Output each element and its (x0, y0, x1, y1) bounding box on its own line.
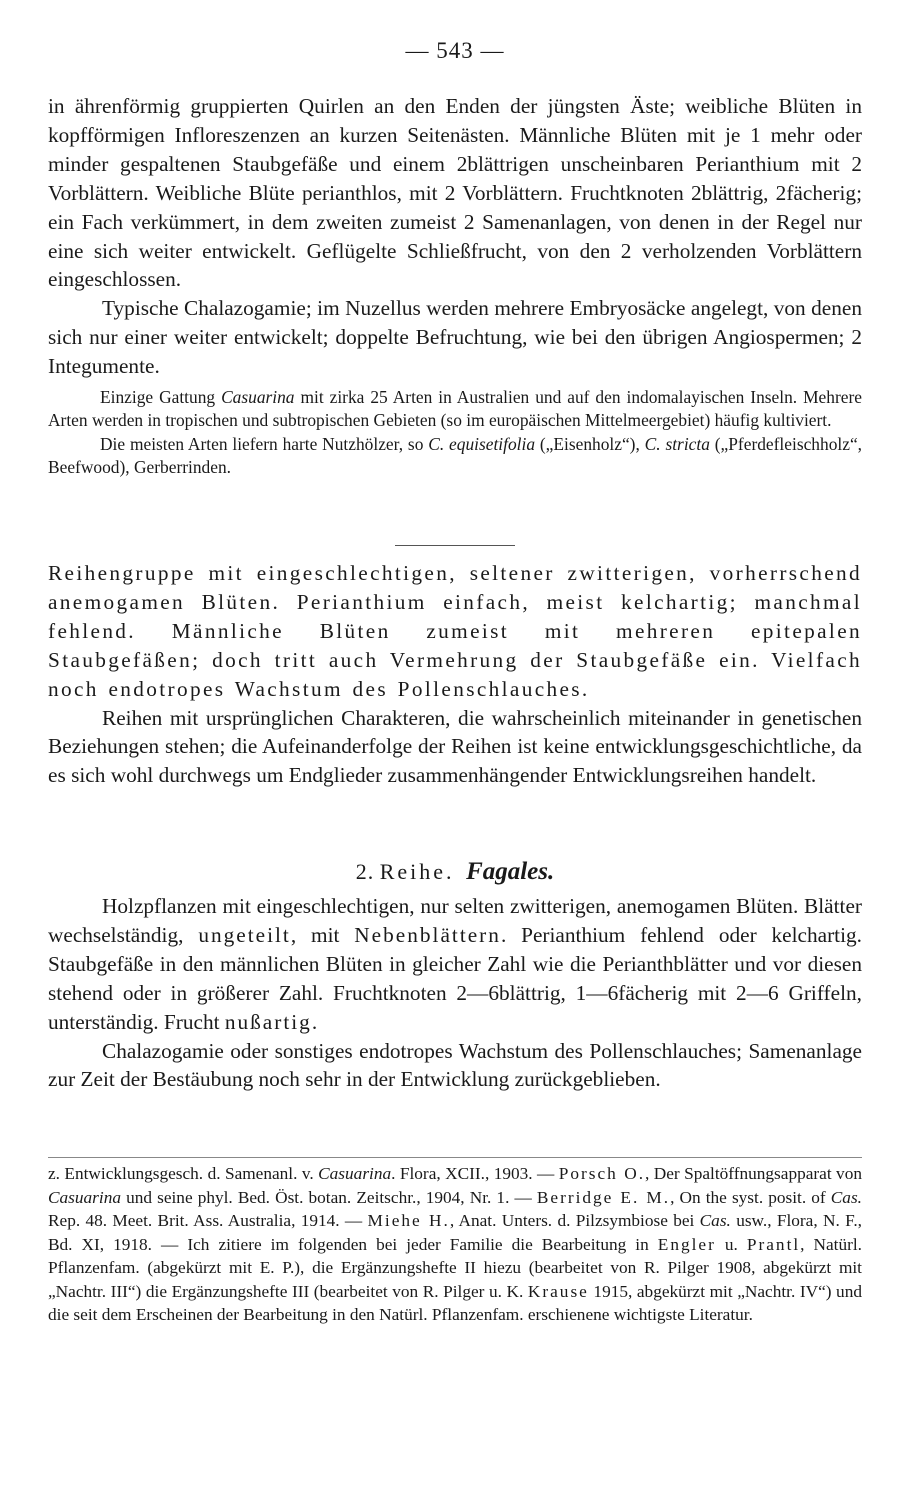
paragraph-chalazogamy-fagales: Chalazogamie oder sonstiges endotropes Wachstum des Pollenschlauches; Samenanlage zur Zeit der Bestäubung noch sehr in der Entwicklung zurückgeblieben. (48, 1038, 862, 1092)
paragraph-chalazogamy: Typische Chalazogamie; im Nuzellus werden mehrere Embryosäcke angelegt, von denen sich nur einer weiter entwickelt; doppelte Befruchtung, wie bei den übrigen Angiospermen; 2 Integumente. (48, 296, 862, 379)
series-number: 2. (355, 859, 375, 884)
page-number: — 543 — (405, 38, 505, 63)
species-name: C. stricta (644, 433, 710, 454)
section-divider (395, 545, 515, 546)
spaced-paragraph: Reihengruppe mit eingeschlechtigen, seltener zwitterigen, vorherrschend anemogamen Blüten. Perianthium einfach, meist kelchartig; manchmal fehlend. Männliche Blüten zumeist mit mehreren epitepalen Staubgefäßen; doch tritt auch Vermehrung der Staubgefäße ein. Vielfach noch endotropes Wachstum des Pollenschlauches. (48, 561, 862, 701)
casuarina-description (48, 92, 862, 480)
series-group-description (48, 559, 862, 790)
footnote (48, 1162, 862, 1327)
species-name: C. equisetifolia (428, 433, 536, 454)
note-genus: Einzige Gattung Casuarina mit zirka 25 Arten in Australien und auf den indomalayischen Inseln. Mehrere Arten werden in tropischen und subtropischen Gebieten (so im europäischen Mittelmeergebiet) häufig kultiviert. (48, 387, 862, 431)
fagales-description (48, 892, 862, 1094)
series-heading (0, 858, 910, 886)
footnote-divider (48, 1157, 862, 1158)
paragraph-flowers: in ährenförmig gruppierten Quirlen an den Enden der jüngsten Äste; weibliche Blüten in kopfförmigen Infloreszenzen an kurzen Seitenästen. Männliche Blüten mit je 1 mehr oder minder gespaltenen Staubgefäße und einem 2blättrigen unscheinbaren Perianthium mit 2 Vorblättern. Weibliche Blüte perianthlos, mit 2 Vorblättern. Fruchtknoten 2blättrig, 2fächerig; ein Fach verkümmert, in dem zweiten zumeist 2 Samenanlagen, von denen in der Regel nur eine sich weiter entwickelt. Geflügelte Schließfrucht, von den 2 verholzenden Vorblättern eingeschlossen. (48, 94, 862, 292)
footnote-text: z. Entwicklungsgesch. d. Samenanl. v. Casuarina. Flora, XCII., 1903. — Porsch O., Der Spaltöffnungsapparat von Casuarina und seine phyl. Bed. Öst. botan. Zeitschr., 1904, Nr. 1. — Berridge E. M., On the syst. posit. of Cas. Rep. 48. Meet. Brit. Ass. Australia, 1914. — Miehe H., Anat. Unters. d. Pilzsymbiose bei Cas. usw., Flora, N. F., Bd. XI, 1918. — Ich zitiere im folgenden bei jeder Familie die Bearbeitung in Engler u. Prantl, Natürl. Pflanzenfam. (abgekürzt mit E. P.), die Ergänzungshefte II hiezu (bearbeitet von R. Pilger 1908, abgekürzt mit „Nachtr. III“) die Ergänzungshefte III (bearbeitet von R. Pilger u. K. Krause 1915, abgekürzt mit „Nachtr. IV“) und die seit dem Erscheinen der Bearbeitung in den Natürl. Pflanzenfam. erschienene wichtigste Literatur. (48, 1164, 862, 1324)
series-name: Fagales. (466, 858, 555, 885)
paragraph-series: Reihen mit ursprünglichen Charakteren, die wahrscheinlich miteinander in genetischen Beziehungen stehen; die Aufeinanderfolge der Reihen ist keine entwicklungsgeschichtliche, da es sich wohl durchwegs um Endglieder zusammenhängender Entwicklungsreihen handelt. (48, 705, 862, 788)
paragraph-fagales: Holzpflanzen mit eingeschlechtigen, nur selten zwitterigen, anemogamen Blüten. Blätter wechselständig, ungeteilt, mit Nebenblättern. Perianthium fehlend oder kelchartig. Staubgefäße in den männlichen Blüten in gleicher Zahl wie die Perianthblätter und vor diesen stehend oder in größerer Zahl. Fruchtknoten 2—6blättrig, 1—6fächerig mit 2—6 Griffeln, unterständig. Frucht nußartig. (48, 894, 862, 1034)
note-uses: Die meisten Arten liefern harte Nutzhölzer, so C. equisetifolia („Eisenholz“), C. stricta („Pferdefleischholz“, Beefwood), Gerberrinden. (48, 433, 863, 478)
genus-name: Casuarina (221, 387, 295, 408)
series-word: Reihe. (379, 859, 455, 884)
